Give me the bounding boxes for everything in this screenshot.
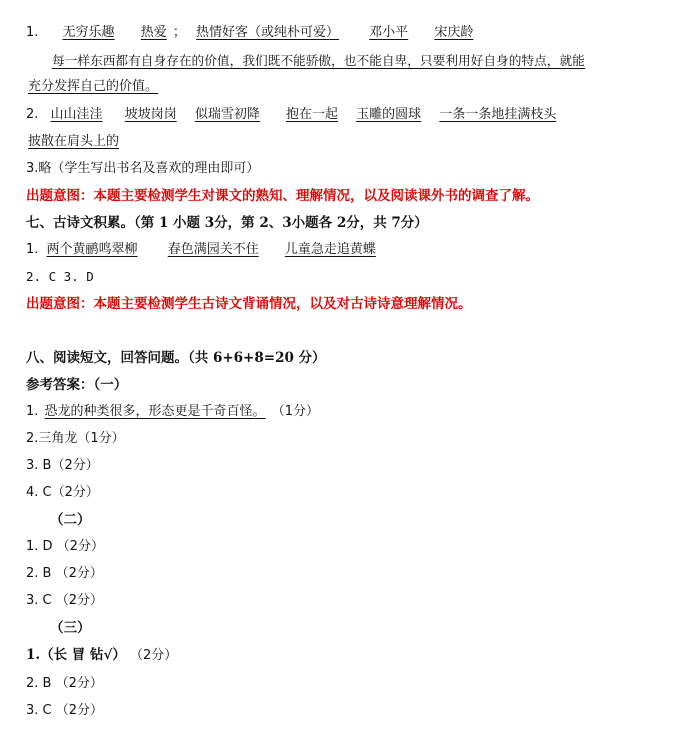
p3-q2: 2. B （2分）	[26, 676, 103, 691]
p1-q1-number: 1.	[26, 404, 39, 419]
q1-answer-5: 宋庆龄	[434, 25, 474, 40]
p3-q3: 3. C （2分）	[26, 703, 104, 718]
q2-answer-5: 玉雕的圆球	[356, 107, 422, 122]
sec7-q1-line	[26, 241, 378, 259]
section-7-title: 七、古诗文积累。（第 1 小题 3分，第 2、3小题各 2分，共 7分）	[26, 215, 428, 231]
q2-answer-6: 一条一条地挂满枝头	[439, 107, 557, 122]
q2-answer-1: 山山洼洼	[50, 107, 103, 122]
q3-line: 3.略（学生写出书名及喜欢的理由即可）	[26, 161, 260, 176]
p1-q1-answer: 恐龙的种类很多，形态更是千奇百怪。	[44, 404, 266, 419]
section-8-title: 八、阅读短文，回答问题。（共 6+6+8=20 分）	[26, 350, 326, 366]
p1-q2: 2.三角龙（1分）	[26, 431, 125, 446]
q2-answer-2: 坡坡岗岗	[124, 107, 177, 122]
q1-note-text2: 充分发挥自己的价值。	[28, 79, 159, 94]
q1-note-line2	[26, 78, 160, 96]
p2-q1: 1. D （2分）	[26, 539, 104, 554]
sec7-q1-answer-3: 儿童急走追黄蝶	[284, 242, 376, 257]
q1-line	[26, 24, 475, 42]
q1-note-text1: 每一样东西都有自身存在的价值，我们既不能骄傲，也不能自卑，只要利用好自身的特点，就能	[52, 53, 585, 68]
q1-answer-1: 无穷乐趣	[62, 25, 115, 40]
intent-2: 出题意图：本题主要检测学生古诗文背诵情况，以及对古诗诗意理解情况。	[26, 296, 472, 312]
intent-1: 出题意图：本题主要检测学生对课文的熟知、理解情况，以及阅读课外书的调查了解。	[26, 188, 539, 204]
q1-answer-3: 热情好客（或纯朴可爱）	[196, 25, 340, 40]
q1-separator: ；	[172, 25, 186, 40]
q2-line	[26, 106, 558, 124]
p2-q2: 2. B （2分）	[26, 566, 103, 581]
q1-note-line1	[50, 52, 587, 70]
q1-answer-4: 邓小平	[369, 25, 409, 40]
sec7-q23: 2. C 3. D	[26, 269, 94, 284]
p3-q1-choices: 1.（长 冒 钻√）	[26, 647, 126, 663]
q2-answer-3: 似瑞雪初降	[194, 107, 260, 122]
q1-number: 1.	[26, 25, 39, 40]
q2-number: 2.	[26, 107, 39, 122]
sec7-q1-answer-1: 两个黄鹂鸣翠柳	[46, 242, 138, 257]
p3-q1-score: （2分）	[130, 648, 178, 663]
sec7-q1-answer-2: 春色满园关不住	[167, 242, 259, 257]
part-3-label: （三）	[50, 620, 91, 636]
p2-q3: 3. C （2分）	[26, 593, 104, 608]
p3-q1-line	[26, 646, 177, 665]
part-2-label: （二）	[50, 512, 91, 528]
q2-answer-4: 抱在一起	[286, 107, 339, 122]
p1-q4: 4. C（2分）	[26, 485, 99, 500]
q1-answer-2: 热爱	[140, 25, 167, 40]
p1-q3: 3. B（2分）	[26, 458, 99, 473]
q2-answer-7: 披散在肩头上的	[28, 134, 120, 149]
p1-q1-line	[26, 403, 319, 421]
sec7-q1-number: 1.	[26, 242, 39, 257]
p1-q1-score: （1分）	[271, 404, 319, 419]
reference-answer-label: 参考答案：（一）	[26, 377, 128, 393]
q2-line2	[26, 133, 121, 151]
